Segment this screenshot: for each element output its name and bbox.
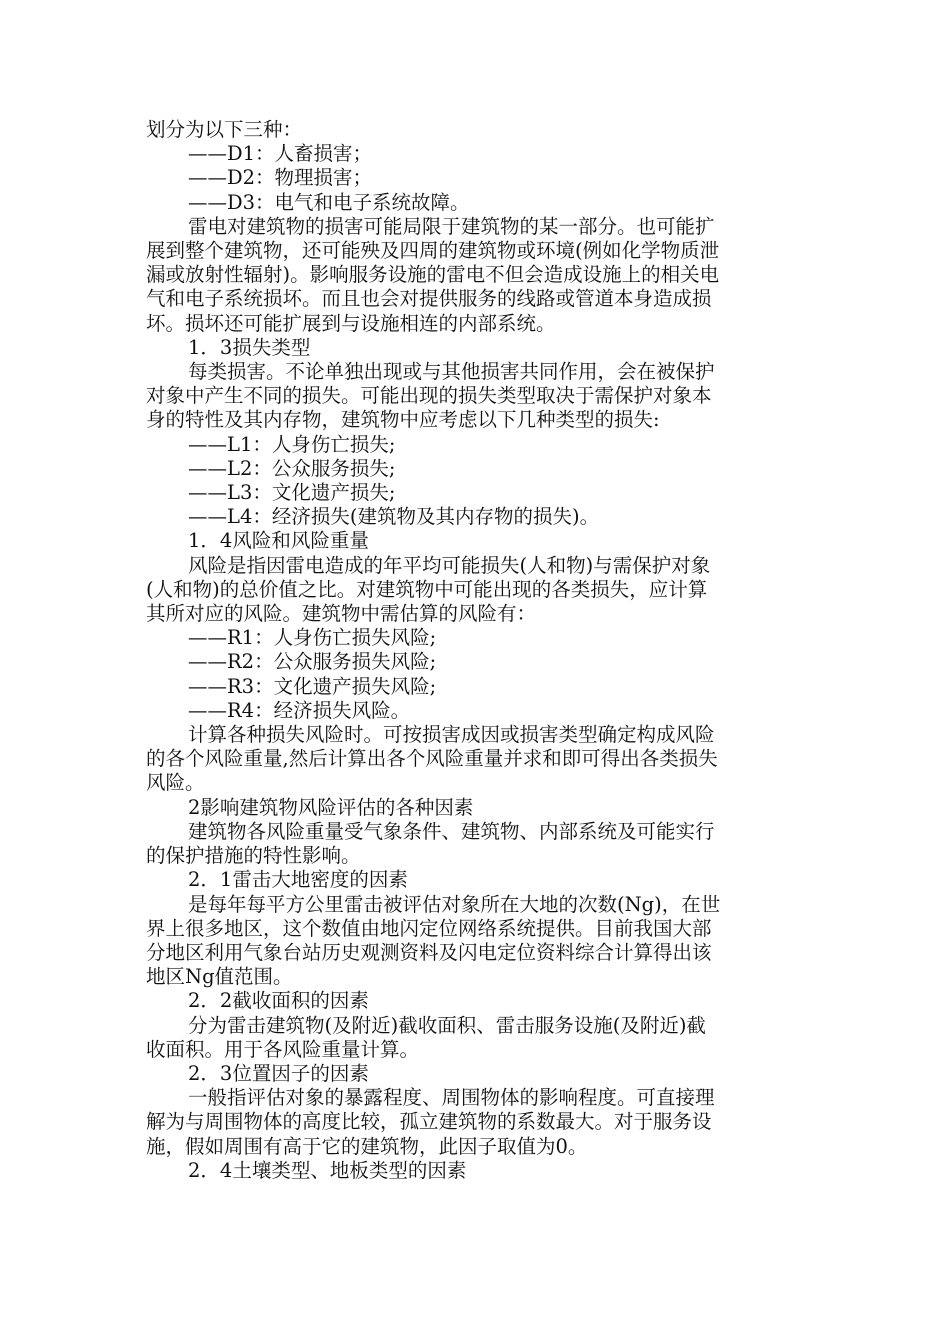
list-item: ——R3：文化遗产损失风险; [188, 674, 437, 698]
section-heading: 2．3位置因子的因素 [188, 1061, 369, 1085]
paragraph-line: (人和物)的总价值之比。对建筑物中可能出现的各类损失，应计算 [146, 577, 708, 601]
paragraph-line: 建筑物各风险重量受气象条件、建筑物、内部系统及可能实行 [188, 819, 715, 843]
paragraph-line: 风险。 [146, 771, 205, 795]
list-item: ——L4：经济损失(建筑物及其内存物的损失)。 [188, 505, 600, 529]
section-heading: 2．4土壤类型、地板类型的因素 [188, 1158, 467, 1182]
section-heading: 2影响建筑物风险评估的各种因素 [188, 795, 474, 819]
section-heading: 2．2截收面积的因素 [188, 989, 369, 1013]
list-item: ——R4：经济损失风险。 [188, 698, 411, 722]
paragraph-line: 解为与周围物体的高度比较，孤立建筑物的系数最大。对于服务设 [146, 1110, 712, 1134]
paragraph-line: 一般指评估对象的暴露程度、周围物体的影响程度。可直接理 [188, 1086, 715, 1110]
paragraph-line: 对象中产生不同的损失。可能出现的损失类型取决于需保护对象本 [146, 384, 712, 408]
paragraph-line: 气和电子系统损坏。而且也会对提供服务的线路或管道本身造成损 [146, 287, 712, 311]
list-item: ——L1：人身伤亡损失; [188, 432, 396, 456]
paragraph-line: 坏。损坏还可能扩展到与设施相连的内部系统。 [146, 311, 556, 335]
paragraph-line: 分为雷击建筑物(及附近)截收面积、雷击服务设施(及附近)截 [188, 1013, 706, 1037]
paragraph-line: 计算各种损失风险时。可按损害成因或损害类型确定构成风险 [188, 723, 715, 747]
document-body [146, 118, 800, 1183]
list-item: ——L3：文化遗产损失; [188, 481, 396, 505]
list-item: ——L2：公众服务损失; [188, 456, 396, 480]
paragraph-line: 雷电对建筑物的损害可能局限于建筑物的某一部分。也可能扩 [188, 214, 715, 238]
paragraph-line: 每类损害。不论单独出现或与其他损害共同作用，会在被保护 [188, 360, 715, 384]
paragraph-line: 施，假如周围有高于它的建筑物，此因子取值为0。 [146, 1134, 588, 1158]
paragraph-line: 展到整个建筑物，还可能殃及四周的建筑物或环境(例如化学物质泄 [146, 239, 720, 263]
paragraph-line: 分地区利用气象台站历史观测资料及闪电定位资料综合计算得出该 [146, 940, 712, 964]
paragraph-line: 的各个风险重量,然后计算出各个风险重量并求和即可得出各类损失 [146, 747, 718, 771]
list-item: ——R2：公众服务损失风险; [188, 650, 437, 674]
list-item: ——R1：人身伤亡损失风险; [188, 626, 437, 650]
paragraph-line: 漏或放射性辐射)。影响服务设施的雷电不但会造成设施上的相关电 [146, 263, 720, 287]
paragraph-line: 其所对应的风险。建筑物中需估算的风险有： [146, 602, 537, 626]
paragraph-line: 身的特性及其内存物，建筑物中应考虑以下几种类型的损失: [146, 408, 660, 432]
paragraph-line: 划分为以下三种： [146, 118, 303, 141]
paragraph-line: 是每年每平方公里雷击被评估对象所在大地的次数(Ng)，在世 [188, 892, 721, 916]
paragraph-line: 地区Ng值范围。 [146, 965, 293, 989]
paragraph-line: 界上很多地区，这个数值由地闪定位网络系统提供。目前我国大部 [146, 916, 712, 940]
paragraph-line: 的保护措施的特性影响。 [146, 844, 361, 868]
section-heading: 1．4风险和风险重量 [188, 529, 369, 553]
paragraph-line: 收面积。用于各风险重量计算。 [146, 1037, 420, 1061]
list-item: ——D2：物理损害； [188, 166, 373, 190]
list-item: ——D3：电气和电子系统故障。 [188, 190, 470, 214]
paragraph-line: 风险是指因雷电造成的年平均可能损失(人和物)与需保护对象 [188, 553, 711, 577]
section-heading: 2．1雷击大地密度的因素 [188, 868, 408, 892]
list-item: ——D1：人畜损害； [188, 142, 373, 166]
section-heading: 1．3损失类型 [188, 335, 311, 359]
